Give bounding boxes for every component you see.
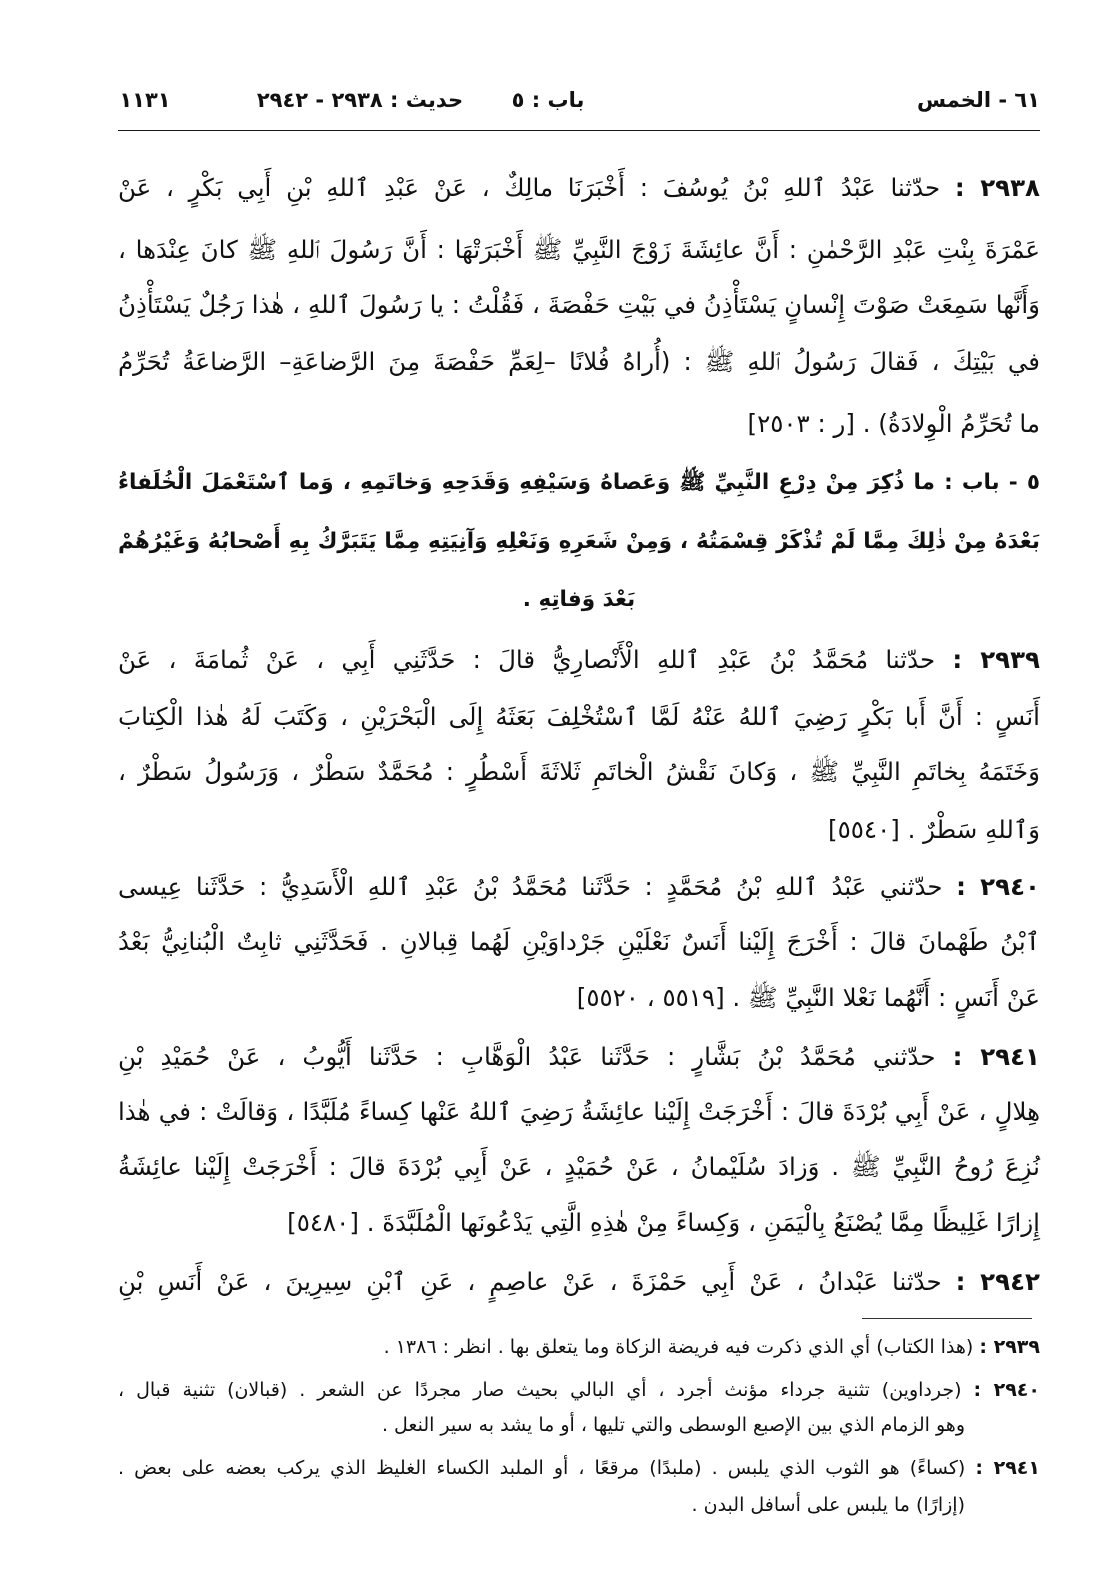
hadith-line [118, 1257, 1040, 1307]
hadith-number: ٢٩٣٨ : [954, 173, 1041, 202]
footnote-number: ٢٩٣٩ : [979, 1336, 1040, 1358]
hadith-line: عَمْرَةَ بِنْتِ عَبْدِ الرَّحْمٰنِ : أَنَّ عائِشَةَ زَوْجَ النَّبِيِّ ﷺ أَخْبَرَتْهَا : أَنَّ رَسُولَ ٱللهِ ﷺ كانَ عِنْدَها ، [118, 235, 1040, 264]
footnote-divider [862, 1318, 1032, 1319]
hadith-range: حديث : ٢٩٣٨ - ٢٩٤٢ [256, 88, 464, 112]
hadith-line [118, 163, 1040, 213]
hadith-line [118, 635, 1040, 685]
hadith-number: ٢٩٤٠ : [956, 872, 1040, 901]
bab-heading-line: بَعْدَهُ مِنْ ذٰلِكَ مِمَّا لَمْ تُذْكَرْ قِسْمَتُهُ ، وَمِنْ شَعَرِهِ وَنَعْلِهِ وَآنِيَتِهِ مِمَّا يَتَبَرَّكُ بِهِ أَصْحابُهُ وَغَيْرُهُمْ [118, 529, 1040, 554]
footnote-line [118, 1330, 1040, 1364]
hadith-line: وَٱللهِ سَطْرٌ . [٥٥٤٠] [828, 815, 1040, 844]
hadith-text: حدّثني عَبْدُ ٱللهِ بْنُ مُحَمَّدٍ : حَدَّثَنا مُحَمَّدُ بْنُ عَبْدِ ٱللهِ الْأَسَدِيُّ : حَدَّثَنا عِيسى [118, 872, 943, 901]
hadith-line: في بَيْتِكَ ، فَقالَ رَسُولُ ٱللهِ ﷺ : (أُراهُ فُلانًا –لِعَمِّ حَفْصَةَ مِنَ الرَّضاعَةِ– الرَّضاعَةُ تُحَرِّمُ [118, 347, 1040, 376]
footnote-line [118, 1373, 1040, 1407]
page-number: ١١٣١ [119, 88, 171, 112]
footnote-number: ٢٩٤١ : [975, 1457, 1040, 1479]
hadith-number: ٢٩٣٩ : [952, 645, 1041, 674]
footnote-text: (هذا الكتاب) أي الذي ذكرت فيه فريضة الزكاة وما يتعلق بها . انظر : ١٣٨٦ . [383, 1336, 974, 1358]
bab-text: ما ذُكِرَ مِنْ دِرْعِ النَّبِيِّ ﷺ وَعَصاهُ وَسَيْفِهِ وَقَدَحِهِ وَخاتَمِهِ ، وَما ٱسْتَعْمَلَ الْخُلَفاءُ [118, 470, 935, 495]
hadith-line: ٱبْنُ طَهْمانَ قالَ : أَخْرَجَ إِلَيْنا أَنَسٌ نَعْلَيْنِ جَرْداوَيْنِ لَهُما قِبالانِ . فَحَدَّثَنِي ثابِتٌ الْبُنانِيُّ بَعْدُ [118, 927, 1040, 956]
hadith-line [118, 1032, 1040, 1082]
hadith-text: حدّثني مُحَمَّدُ بْنُ بَشَّارٍ : حَدَّثَنا عَبْدُ الْوَهَّابِ : حَدَّثَنا أَيُّوبُ ، عَنْ حُمَيْدِ بْنِ [118, 1042, 936, 1071]
hadith-line: وَخَتَمَهُ بِخاتَمِ النَّبِيِّ ﷺ ، وَكانَ نَقْشُ الْخاتَمِ ثَلاثَةَ أَسْطُرٍ : مُحَمَّدٌ سَطْرٌ ، وَرَسُولُ سَطْرٌ ، [118, 757, 1040, 786]
chapter-title: ٦١ - الخمس [917, 88, 1040, 112]
hadith-line: أَنَسٍ : أَنَّ أَبا بَكْرٍ رَضِيَ ٱللهُ عَنْهُ لَمَّا ٱسْتُخْلِفَ بَعَثَهُ إِلَى الْبَحْرَيْنِ ، وَكَتَبَ لَهُ هٰذا الْكِتابَ [118, 702, 1040, 731]
hadith-line: عَنْ أَنَسٍ : أَنَّهُما نَعْلا النَّبِيِّ ﷺ . [٥٥١٩ ، ٥٥٢٠] [576, 983, 1040, 1012]
hadith-text: حدّثنا عَبْدُ ٱللهِ بْنُ يُوسُفَ : أَخْبَرَنَا مالِكٌ ، عَنْ عَبْدِ ٱللهِ بْنِ أَبِي بَكْرٍ ، عَنْ [118, 173, 941, 202]
bab-label: باب : ٥ [511, 88, 585, 112]
hadith-text: حدّثنا عَبْدانُ ، عَنْ أَبِي حَمْزَةَ ، عَنْ عاصِمٍ ، عَنِ ٱبْنِ سِيرِينَ ، عَنْ أَنَسِ بْنِ [118, 1267, 942, 1296]
hadith-line [118, 862, 1040, 912]
bab-number: ٥ - باب : [944, 470, 1040, 495]
hadith-number: ٢٩٤١ : [952, 1042, 1041, 1071]
footnote-line [118, 1451, 1040, 1485]
footnote-text: (كساءً) هو الثوب الذي يلبس . (ملبدًا) مرقعًا ، أو الملبد الكساء الغليظ الذي يركب بعضه على بعض . [118, 1457, 966, 1479]
footnote-number: ٢٩٤٠ : [973, 1379, 1040, 1401]
hadith-line: وَأَنَّها سَمِعَتْ صَوْتَ إِنْسانٍ يَسْتَأْذِنُ في بَيْتِ حَفْصَةَ ، فَقُلْتُ : يا رَسُولَ ٱللهِ ، هٰذا رَجُلٌ يَسْتَأْذِنُ [118, 290, 1040, 319]
footnote-line: وهو الزمام الذي بين الإصبع الوسطى والتي تليها ، أو ما يشد به سير النعل . [381, 1414, 965, 1436]
hadith-number: ٢٩٤٢ : [955, 1267, 1040, 1296]
bab-heading-line: بَعْدَ وَفاتِهِ . [522, 587, 636, 612]
bab-heading-line [118, 458, 1040, 508]
header-divider [118, 130, 1040, 131]
hadith-line: ما تُحَرِّمُ الْوِلادَةُ) . [ر : ٢٥٠٣] [747, 409, 1040, 438]
hadith-line: إِزارًا غَلِيظًا مِمَّا يُصْنَعُ بِالْيَمَنِ ، وَكِساءً مِنْ هٰذِهِ الَّتِي يَدْعُونَها الْمُلَبَّدَةَ . [٥٤٨٠] [287, 1208, 1040, 1237]
footnote-text: (جرداوين) تثنية جرداء مؤنث أجرد ، أي البالي بحيث صار مجردًا عن الشعر . (قبالان) تثنية قبال ، [118, 1379, 962, 1401]
hadith-line: نُزِعَ رُوحُ النَّبِيِّ ﷺ . وَزادَ سُلَيْمانُ ، عَنْ حُمَيْدٍ ، عَنْ أَبِي بُرْدَةَ قالَ : أَخْرَجَتْ إِلَيْنا عائِشَةُ [118, 1152, 1040, 1181]
hadith-line: هِلالٍ ، عَنْ أَبِي بُرْدَةَ قالَ : أَخْرَجَتْ إِلَيْنا عائِشَةُ رَضِيَ ٱللهُ عَنْها كِساءً مُلَبَّدًا ، وَقالَتْ : في هٰذا [118, 1097, 1040, 1126]
footnote-line: (إزارًا) ما يلبس على أسافل البدن . [691, 1494, 965, 1516]
hadith-text: حدّثنا مُحَمَّدُ بْنُ عَبْدِ ٱللهِ الْأَنْصارِيُّ قالَ : حَدَّثَنِي أَبِي ، عَنْ ثُمامَةَ ، عَنْ [118, 645, 936, 674]
